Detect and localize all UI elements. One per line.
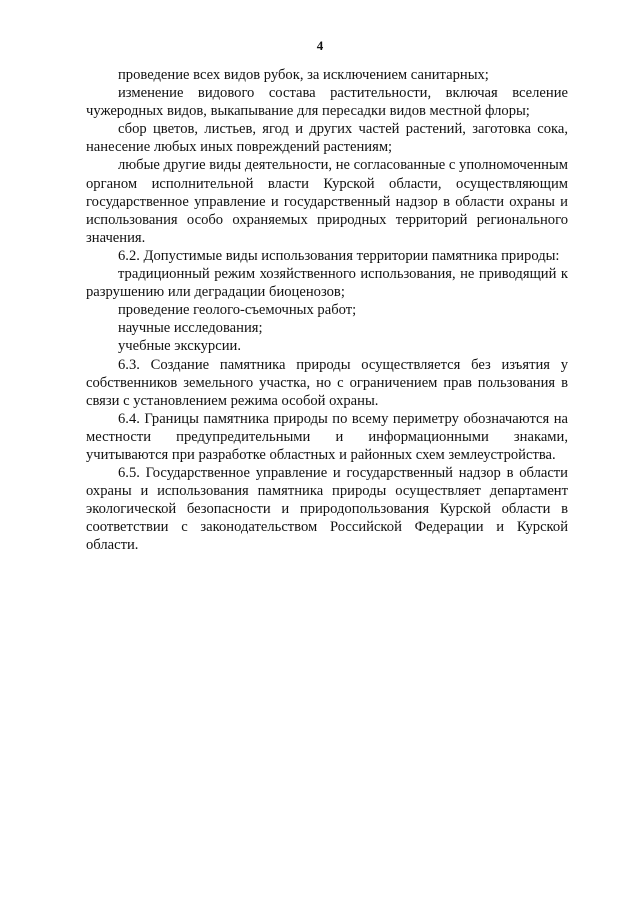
- page-number: 4: [316, 38, 324, 53]
- document-body: [86, 66, 568, 555]
- paragraph-6-3: 6.3. Создание памятника природы осуществляется без изъятия у собственников земельного участка, но с ограничением прав пользования в связи с установлением режима особой охраны.: [86, 356, 568, 409]
- paragraph-plant-collection: сбор цветов, листьев, ягод и других частей растений, заготовка сока, нанесение любых иных повреждений растениям;: [86, 121, 568, 156]
- paragraph-vegetation-change: изменение видового состава растительности, включая вселение чужеродных видов, выкапывание для пересадки видов местной флоры;: [86, 85, 568, 120]
- paragraph-6-4: 6.4. Границы памятника природы по всему периметру обозначаются на местности предупредительными и информационными знаками, учитываются при разработке областных и районных схем землеустройства.: [86, 410, 568, 463]
- paragraph-excursions: учебные экскурсии.: [118, 338, 241, 355]
- paragraph-geological-survey: проведение геолого-съемочных работ;: [118, 302, 357, 319]
- paragraph-6-5: 6.5. Государственное управление и государственный надзор в области охраны и использования памятника природы осуществляет департамент экологической безопасности и природопользования Курской области в соответствии с законодательством Российской Федерации и Курской области.: [86, 465, 568, 554]
- paragraph-research: научные исследования;: [118, 320, 263, 337]
- paragraph-traditional-use: традиционный режим хозяйственного использования, не приводящий к разрушению или деградации биоценозов;: [86, 266, 568, 301]
- paragraph-6-2: 6.2. Допустимые виды использования территории памятника природы:: [118, 247, 560, 264]
- paragraph-other-activities: любые другие виды деятельности, не согласованные с уполномоченным органом исполнительной власти Курской области, осуществляющим государственное управление и государственный надзор в области охраны и использования особо охраняемых природных территорий регионального значения.: [86, 157, 569, 246]
- paragraph-logging-ban: проведение всех видов рубок, за исключением санитарных;: [118, 67, 489, 83]
